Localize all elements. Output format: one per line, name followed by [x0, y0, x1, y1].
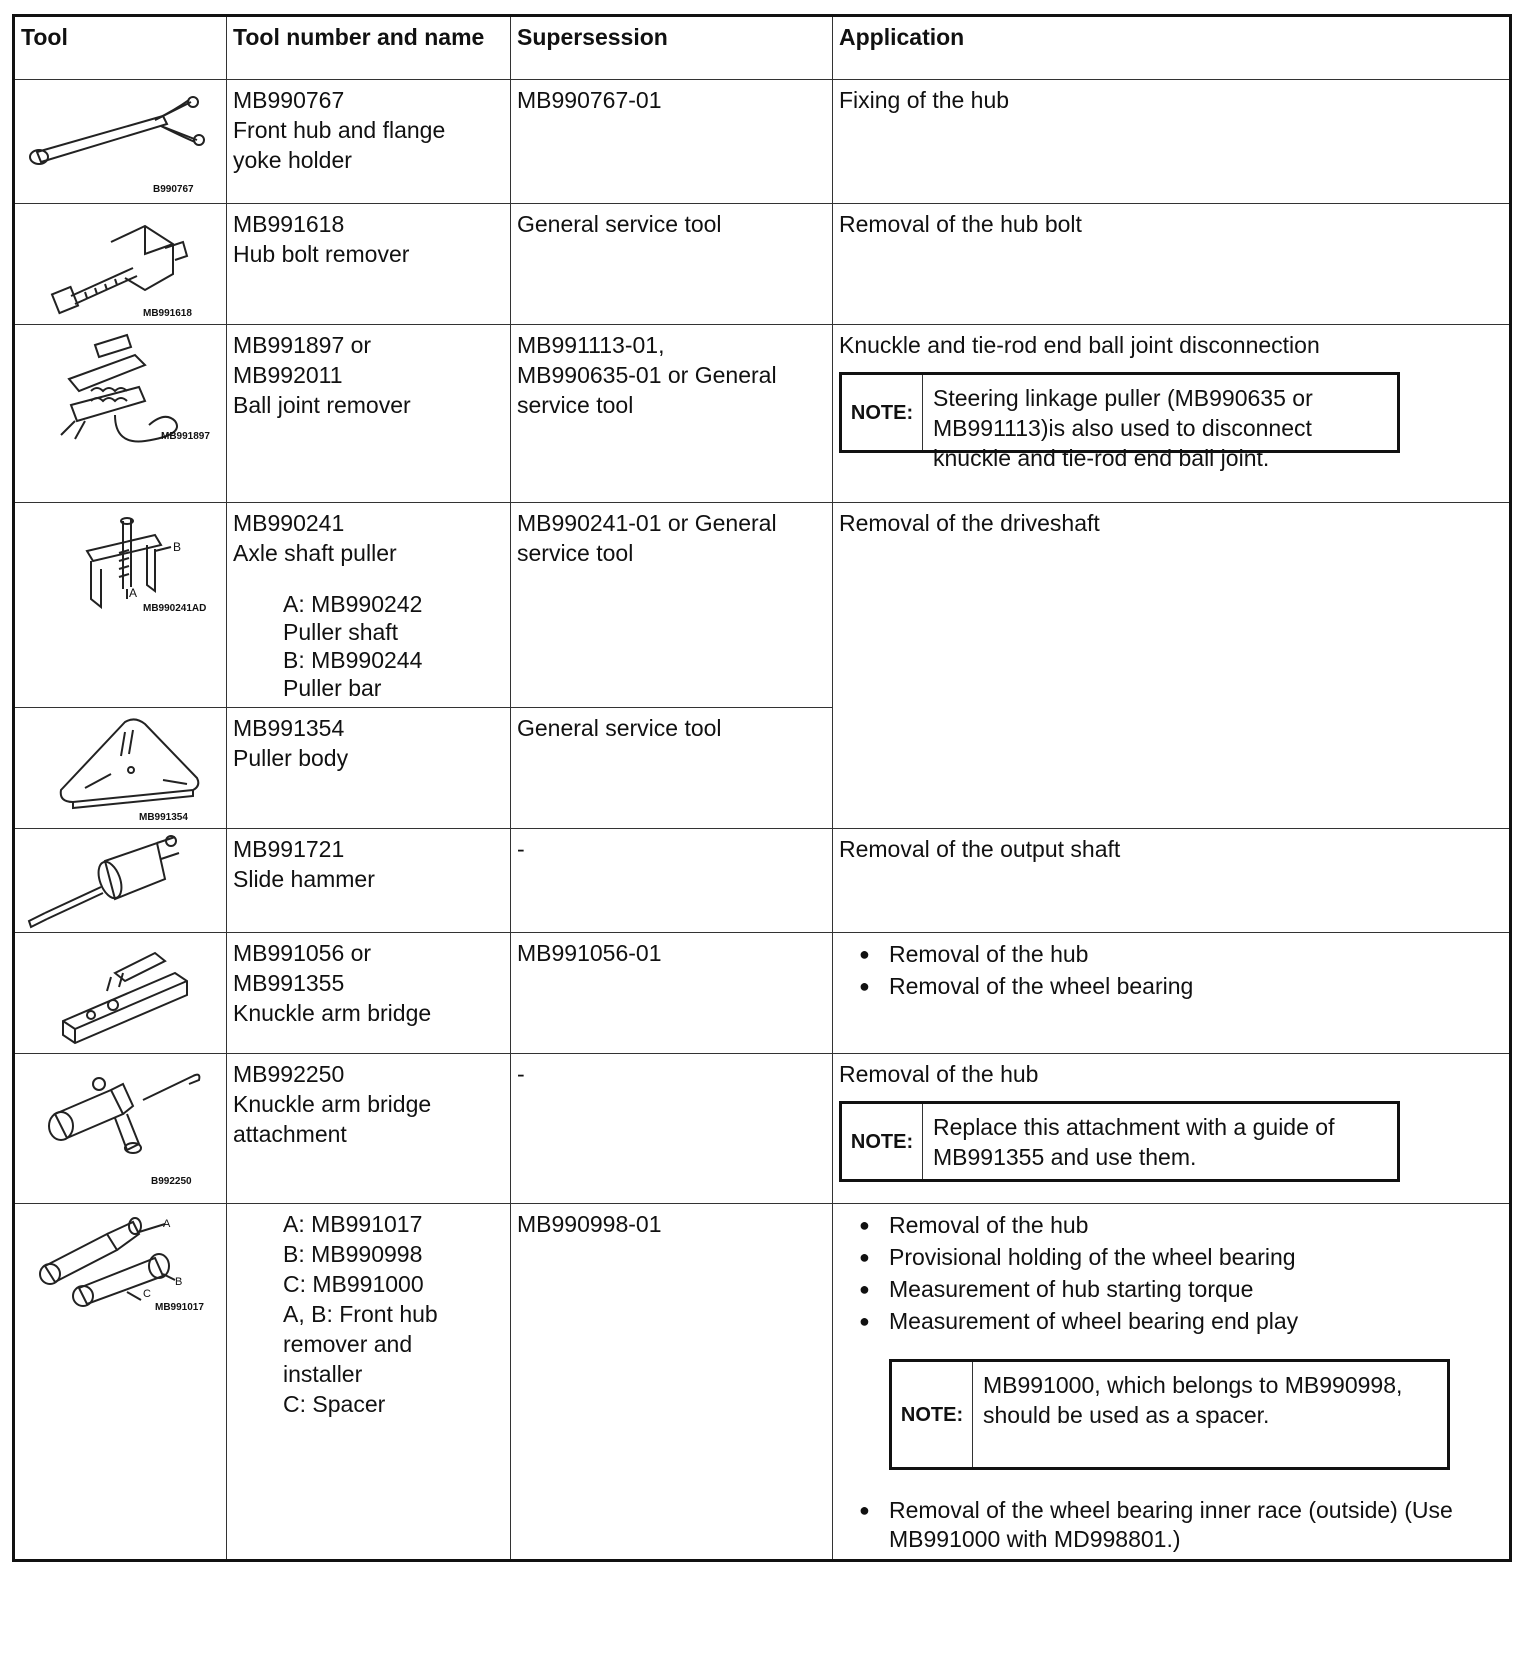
tool-number: MB992011 — [233, 362, 343, 388]
special-tools-table — [12, 14, 1512, 1562]
list-item: ● Removal of the wheel bearing inner race (outside) (Use MB991000 with MD998801.) — [859, 1496, 1503, 1554]
application-text: Removal of the hub bolt — [839, 211, 1082, 237]
tool-image-cell — [14, 829, 227, 933]
tool-number-cell — [227, 1204, 511, 1561]
ball-joint-remover-icon — [15, 325, 225, 501]
application-list — [839, 1209, 1503, 1337]
slide-hammer-icon — [15, 829, 225, 931]
application-cell — [833, 829, 1511, 933]
supersession-text: service tool — [517, 540, 634, 566]
sub-part: Puller shaft — [283, 619, 399, 645]
supersession-text: - — [517, 1061, 525, 1087]
tool-name: Axle shaft puller — [233, 540, 397, 566]
table-row — [14, 503, 1511, 708]
table-row — [14, 933, 1511, 1054]
header-number: Tool number and name — [227, 16, 511, 80]
supersession-text: MB990767-01 — [517, 87, 662, 113]
application-list — [839, 938, 1503, 1002]
application-text: Knuckle and tie-rod end ball joint disconnection — [839, 332, 1320, 358]
supersession-text: service tool — [517, 392, 634, 418]
tool-name: Slide hammer — [233, 866, 375, 892]
table-row — [14, 204, 1511, 325]
note-box — [839, 372, 1400, 471]
tool-image-cell — [14, 80, 227, 204]
tool-image-cell — [14, 503, 227, 708]
table-row — [14, 80, 1511, 204]
tool-number: MB991618 — [233, 211, 345, 237]
sub-part: B: MB990998 — [283, 1241, 423, 1267]
tool-name: attachment — [233, 1121, 347, 1147]
figure-caption: MB991017 — [155, 1302, 204, 1313]
application-cell — [833, 933, 1511, 1054]
application-cell — [833, 503, 1511, 829]
list-item: ● Removal of the hub — [859, 1209, 1503, 1241]
tool-number-cell — [227, 80, 511, 204]
tool-name: Ball joint remover — [233, 392, 411, 418]
application-cell — [833, 1054, 1511, 1204]
tool-image-cell — [14, 325, 227, 503]
tool-number-cell — [227, 829, 511, 933]
tool-image-cell — [14, 933, 227, 1054]
supersession-text: MB990241-01 or General — [517, 510, 777, 536]
supersession-cell — [511, 1204, 833, 1561]
application-list — [839, 1496, 1503, 1554]
supersession-text: MB991056-01 — [517, 940, 662, 966]
note-text: MB991000, which belongs to MB990998, should be used as a spacer. — [983, 1372, 1403, 1428]
supersession-cell — [511, 204, 833, 325]
figure-caption: MB990241AD — [143, 603, 207, 614]
application-text: Removal of the output shaft — [839, 836, 1121, 862]
sub-part: C: Spacer — [283, 1391, 386, 1417]
sub-part: Puller bar — [283, 675, 382, 701]
sub-part: A: MB991017 — [283, 1211, 423, 1237]
sub-part: remover and — [283, 1331, 413, 1357]
tool-number: MB992250 — [233, 1061, 345, 1087]
supersession-cell — [511, 503, 833, 708]
callout-b: B — [173, 540, 182, 554]
figure-caption: MB991354 — [139, 812, 188, 823]
sub-part: C: MB991000 — [283, 1271, 424, 1297]
figure-caption: MB991618 — [143, 308, 192, 319]
table-row — [14, 1204, 1511, 1561]
supersession-cell — [511, 1054, 833, 1204]
supersession-text: MB991113-01, — [517, 332, 665, 358]
supersession-text: MB990998-01 — [517, 1211, 662, 1237]
sub-part: A: MB990242 — [283, 591, 423, 617]
tool-image-cell — [14, 204, 227, 325]
tool-name: Knuckle arm bridge — [233, 1091, 432, 1117]
sub-part: A, B: Front hub — [283, 1301, 438, 1327]
application-cell — [833, 1204, 1511, 1561]
header-supersession: Supersession — [511, 16, 833, 80]
application-cell — [833, 325, 1511, 503]
sub-part: B: MB990244 — [283, 647, 423, 673]
note-box — [839, 1101, 1400, 1182]
supersession-text: MB990635-01 or General — [517, 362, 777, 388]
table-row — [14, 1054, 1511, 1204]
tool-name: Puller body — [233, 745, 349, 771]
list-item: ● Removal of the wheel bearing — [859, 970, 1503, 1002]
figure-caption: B992250 — [151, 1176, 192, 1187]
tool-name: yoke holder — [233, 147, 352, 173]
tool-number: MB991355 — [233, 970, 345, 996]
tool-number-cell — [227, 933, 511, 1054]
application-cell — [833, 204, 1511, 325]
note-text: Replace this attachment with a guide of MB991355 and use them. — [933, 1114, 1335, 1170]
application-text: Removal of the hub — [839, 1061, 1039, 1087]
note-box — [889, 1359, 1450, 1470]
supersession-text: General service tool — [517, 211, 722, 237]
tool-number: MB990767 — [233, 87, 345, 113]
tool-number-cell — [227, 204, 511, 325]
supersession-text: General service tool — [517, 715, 722, 741]
table-row — [14, 829, 1511, 933]
tool-number-cell — [227, 708, 511, 829]
note-label: NOTE: — [842, 375, 923, 450]
header-application: Application — [833, 16, 1511, 80]
supersession-cell — [511, 829, 833, 933]
figure-caption: B990767 — [153, 184, 194, 195]
table-row — [14, 325, 1511, 503]
list-item: ● Measurement of wheel bearing end play — [859, 1305, 1503, 1337]
supersession-cell — [511, 933, 833, 1054]
tool-name: Hub bolt remover — [233, 241, 410, 267]
supersession-text: - — [517, 836, 525, 862]
tool-number: MB991897 or — [233, 332, 372, 358]
tool-number: MB991721 — [233, 836, 345, 862]
header-row — [14, 16, 1511, 80]
tool-image-cell — [14, 708, 227, 829]
knuckle-arm-bridge-icon — [15, 933, 225, 1053]
list-item: ● Provisional holding of the wheel bearing — [859, 1241, 1503, 1273]
tool-number-cell — [227, 503, 511, 708]
tool-image-cell — [14, 1204, 227, 1561]
application-text: Fixing of the hub — [839, 87, 1010, 113]
tool-number: MB991056 or — [233, 940, 372, 966]
callout-a: A — [163, 1218, 171, 1230]
knuckle-arm-bridge-attachment-icon — [15, 1054, 225, 1202]
callout-a: A — [129, 586, 138, 600]
tool-name: Knuckle arm bridge — [233, 1000, 432, 1026]
tool-image-cell — [14, 1054, 227, 1204]
application-text: Removal of the driveshaft — [839, 510, 1100, 536]
puller-body-icon — [15, 708, 225, 828]
tool-number: MB990241 — [233, 510, 345, 536]
sub-part: installer — [283, 1361, 363, 1387]
tool-name: Front hub and flange — [233, 117, 446, 143]
callout-c: C — [143, 1288, 151, 1300]
callout-b: B — [175, 1276, 183, 1288]
list-item: ● Removal of the hub — [859, 938, 1503, 970]
supersession-cell — [511, 80, 833, 204]
hub-bolt-remover-icon — [15, 204, 225, 324]
application-cell — [833, 80, 1511, 204]
tool-number-cell — [227, 1054, 511, 1204]
note-label: NOTE: — [842, 1104, 923, 1179]
supersession-cell — [511, 708, 833, 829]
supersession-cell — [511, 325, 833, 503]
figure-caption: MB991897 — [161, 431, 210, 442]
list-item: ● Measurement of hub starting torque — [859, 1273, 1503, 1305]
note-text: Steering linkage puller (MB990635 or MB991113)is also used to disconnect knuckle and tie-rod end ball joint. — [933, 385, 1313, 471]
tool-number: MB991354 — [233, 715, 345, 741]
tool-number-cell — [227, 325, 511, 503]
header-tool: Tool — [14, 16, 227, 80]
note-label: NOTE: — [892, 1362, 973, 1467]
